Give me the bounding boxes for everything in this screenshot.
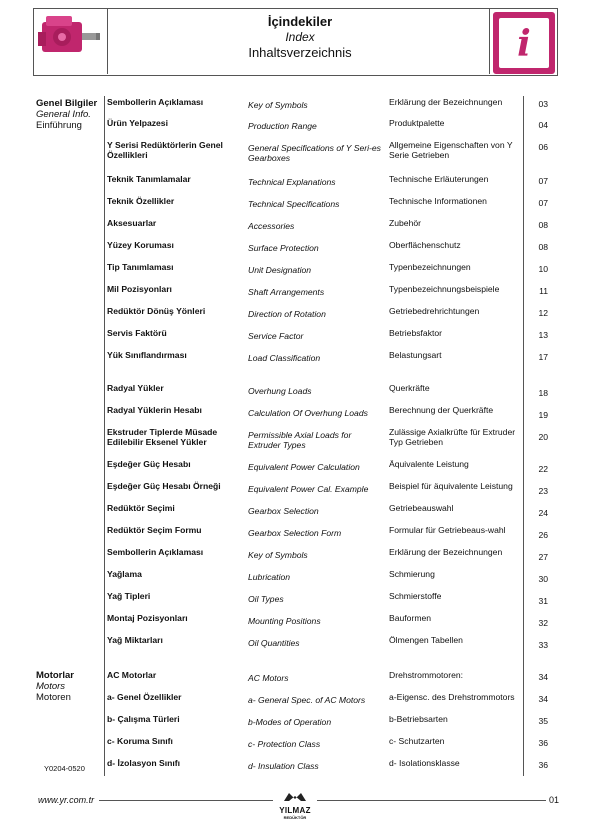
row-title-en: Technical Specifications	[248, 199, 340, 209]
row-page-number: 26	[538, 530, 548, 540]
row-page-number: 08	[538, 220, 548, 230]
row-title-de: Bauformen	[389, 613, 432, 623]
row-title-de: Betriebsfaktor	[389, 328, 443, 338]
row-title-tr: Sembollerin Açıklaması	[107, 547, 204, 557]
row-title-tr: Redüktör Dönüş Yönleri	[107, 306, 206, 316]
row-page-number: 07	[538, 198, 548, 208]
col-separator-2	[523, 96, 524, 776]
row-title-de: Typenbezeichnungsbeispiele	[389, 284, 500, 294]
row-title-en: Direction of Rotation	[248, 309, 326, 319]
row-title-en: a- General Spec. of AC Motors	[248, 695, 366, 705]
row-title-de: Zubehör	[389, 218, 422, 228]
col-separator-1	[104, 96, 105, 776]
row-title-de: Oberflächenschutz	[389, 240, 461, 250]
row-title-en: Mounting Positions	[248, 616, 321, 626]
row-page-number: 12	[538, 308, 548, 318]
page-title	[210, 14, 390, 61]
row-title-tr: Redüktör Seçimi	[107, 503, 175, 513]
row-title-en: Equivalent Power Calculation	[248, 462, 360, 472]
row-page-number: 23	[538, 486, 548, 496]
row-title-de: Zulässige Axialkrüfte für Extruder Typ Getrieben	[389, 427, 516, 447]
row-title-tr: Y Serisi Redüktörlerin Genel Özellikleri	[107, 140, 223, 160]
row-title-tr: a- Genel Özellikler	[107, 692, 182, 702]
row-page-number: 11	[539, 286, 548, 296]
row-title-en: General Specifications of Y Seri-es Gearboxes	[248, 143, 381, 163]
row-title-en: Calculation Of Overhung Loads	[248, 408, 368, 418]
row-title-tr: Aksesuarlar	[107, 218, 157, 228]
header-divider-right	[489, 8, 490, 74]
section-general-de: Einführung	[36, 120, 82, 131]
row-title-de: Formular für Getriebeaus-wahl	[389, 525, 506, 535]
title-en: Index	[285, 30, 315, 44]
row-title-tr: Yüzey Koruması	[107, 240, 174, 250]
row-title-tr: AC Motorlar	[107, 670, 157, 680]
row-title-de: Querkräfte	[389, 383, 430, 393]
row-title-en: Gearbox Selection Form	[248, 528, 342, 538]
row-title-en: Overhung Loads	[248, 386, 312, 396]
row-page-number: 27	[538, 552, 548, 562]
row-page-number: 13	[538, 330, 548, 340]
footer-line-left	[99, 800, 273, 801]
row-title-tr: Yağlama	[107, 569, 142, 579]
row-title-de: Getriebeauswahl	[389, 503, 454, 513]
row-page-number: 34	[538, 672, 548, 682]
row-page-number: 32	[538, 618, 548, 628]
row-title-en: Oil Types	[248, 594, 284, 604]
row-title-de: Äquivalente Leistung	[389, 459, 469, 469]
row-page-number: 20	[538, 432, 548, 442]
row-page-number: 04	[538, 120, 548, 130]
row-title-tr: d- İzolasyon Sınıfı	[107, 758, 181, 768]
info-i-icon: i	[517, 23, 531, 65]
row-page-number: 34	[538, 694, 548, 704]
row-title-de: Erklärung der Bezeichnungen	[389, 97, 503, 107]
document-id: Y0204-0520	[44, 764, 85, 773]
page-number: 01	[549, 795, 560, 805]
row-title-tr: Yük Sınıflandırması	[107, 350, 187, 360]
footer-logo	[276, 788, 314, 820]
row-page-number: 19	[538, 410, 548, 420]
footer-line-right	[317, 800, 546, 801]
title-de: Inhaltsverzeichnis	[248, 45, 352, 60]
row-page-number: 17	[538, 352, 548, 362]
row-page-number: 31	[538, 596, 548, 606]
section-motors-en: Motors	[36, 681, 66, 692]
section-general	[36, 98, 97, 131]
row-title-tr: Radyal Yükler	[107, 383, 164, 393]
row-title-en: Key of Symbols	[248, 550, 308, 560]
row-title-de: Drehstrommotoren:	[389, 670, 464, 680]
row-page-number: 03	[538, 99, 548, 109]
row-page-number: 06	[538, 142, 548, 152]
row-title-de: Schmierstoffe	[389, 591, 442, 601]
row-title-tr: b- Çalışma Türleri	[107, 714, 180, 724]
row-title-tr: Tip Tanımlaması	[107, 262, 174, 272]
row-title-de: a-Eigensc. des Drehstrommotors	[389, 692, 515, 702]
row-page-number: 18	[538, 388, 548, 398]
row-title-en: Unit Designation	[248, 265, 312, 275]
row-title-de: Typenbezeichnungen	[389, 262, 471, 272]
row-title-en: Equivalent Power Cal. Example	[248, 484, 369, 494]
section-general-en: General Info.	[36, 109, 91, 120]
info-icon-box	[493, 12, 555, 74]
row-title-tr: Teknik Tanımlamalar	[107, 174, 191, 184]
row-title-tr: Sembollerin Açıklaması	[107, 97, 204, 107]
title-tr: İçindekiler	[267, 14, 333, 29]
row-title-de: Berechnung der Querkräfte	[389, 405, 494, 415]
row-title-de: Beispiel für äquivalente Leistung	[389, 481, 513, 491]
row-page-number: 10	[538, 264, 548, 274]
row-title-en: b-Modes of Operation	[248, 717, 332, 727]
row-title-de: Allgemeine Eigenschaften von Y Serie Getrieben	[389, 140, 513, 160]
row-title-tr: Teknik Özellikler	[107, 196, 175, 206]
row-title-tr: Radyal Yüklerin Hesabı	[107, 405, 202, 415]
row-title-en: d- Insulation Class	[248, 761, 319, 771]
row-page-number: 30	[538, 574, 548, 584]
row-title-de: Produktpalette	[389, 118, 445, 128]
section-motors	[36, 670, 74, 703]
row-title-de: Technische Erläuterungen	[389, 174, 489, 184]
row-page-number: 35	[538, 716, 548, 726]
row-title-tr: c- Koruma Sınıfı	[107, 736, 173, 746]
row-title-tr: Eşdeğer Güç Hesabı	[107, 459, 191, 469]
section-motors-de: Motoren	[36, 692, 71, 703]
row-title-tr: Mil Pozisyonları	[107, 284, 172, 294]
row-title-de: Ölmengen Tabellen	[389, 635, 463, 645]
row-title-tr: Servis Faktörü	[107, 328, 167, 338]
row-title-de: Getriebedrehrichtungen	[389, 306, 480, 316]
row-title-en: AC Motors	[248, 673, 289, 683]
row-title-en: Key of Symbols	[248, 100, 308, 110]
row-title-en: Gearbox Selection	[248, 506, 319, 516]
row-title-en: Technical Explanations	[248, 177, 336, 187]
logo-sub: REDÜKTÖR	[283, 815, 307, 820]
row-title-en: Oil Quantities	[248, 638, 300, 648]
row-page-number: 36	[538, 760, 548, 770]
section-general-tr: Genel Bilgiler	[36, 98, 98, 109]
row-title-en: Lubrication	[248, 572, 291, 582]
row-page-number: 08	[538, 242, 548, 252]
row-page-number: 22	[538, 464, 548, 474]
row-title-tr: Redüktör Seçim Formu	[107, 525, 202, 535]
logo-name: YILMAZ	[279, 806, 311, 815]
row-title-en: Service Factor	[248, 331, 304, 341]
section-motors-tr: Motorlar	[36, 670, 74, 681]
gearbox-image	[36, 12, 104, 58]
row-title-en: Surface Protection	[248, 243, 319, 253]
footer-url[interactable]: www.yr.com.tr	[38, 795, 95, 805]
row-title-de: Erklärung der Bezeichnungen	[389, 547, 503, 557]
row-title-de: Belastungsart	[389, 350, 442, 360]
row-title-en: Production Range	[248, 121, 317, 131]
header-divider-left	[107, 8, 108, 74]
row-title-tr: Ürün Yelpazesi	[107, 118, 168, 128]
row-title-en: Accessories	[248, 221, 295, 231]
row-title-tr: Ekstruder Tiplerde Müsade Edilebilir Eksenel Yükler	[107, 427, 218, 447]
row-title-tr: Yağ Tipleri	[107, 591, 151, 601]
row-title-tr: Yağ Miktarları	[107, 635, 163, 645]
yilmaz-logo-mark-icon	[284, 793, 306, 801]
row-title-de: d- Isolationsklasse	[389, 758, 460, 768]
row-title-en: Shaft Arrangements	[248, 287, 325, 297]
row-page-number: 33	[538, 640, 548, 650]
row-title-en: Permissible Axial Loads for Extruder Types	[248, 430, 352, 450]
row-title-en: Load Classification	[248, 353, 321, 363]
row-page-number: 24	[538, 508, 548, 518]
row-title-de: b-Betriebsarten	[389, 714, 448, 724]
row-title-de: c- Schutzarten	[389, 736, 445, 746]
row-title-de: Technische Informationen	[389, 196, 487, 206]
row-title-tr: Montaj Pozisyonları	[107, 613, 188, 623]
row-title-en: c- Protection Class	[248, 739, 321, 749]
row-title-de: Schmierung	[389, 569, 435, 579]
row-title-tr: Eşdeğer Güç Hesabı Örneği	[107, 481, 221, 491]
row-page-number: 07	[538, 176, 548, 186]
row-page-number: 36	[538, 738, 548, 748]
